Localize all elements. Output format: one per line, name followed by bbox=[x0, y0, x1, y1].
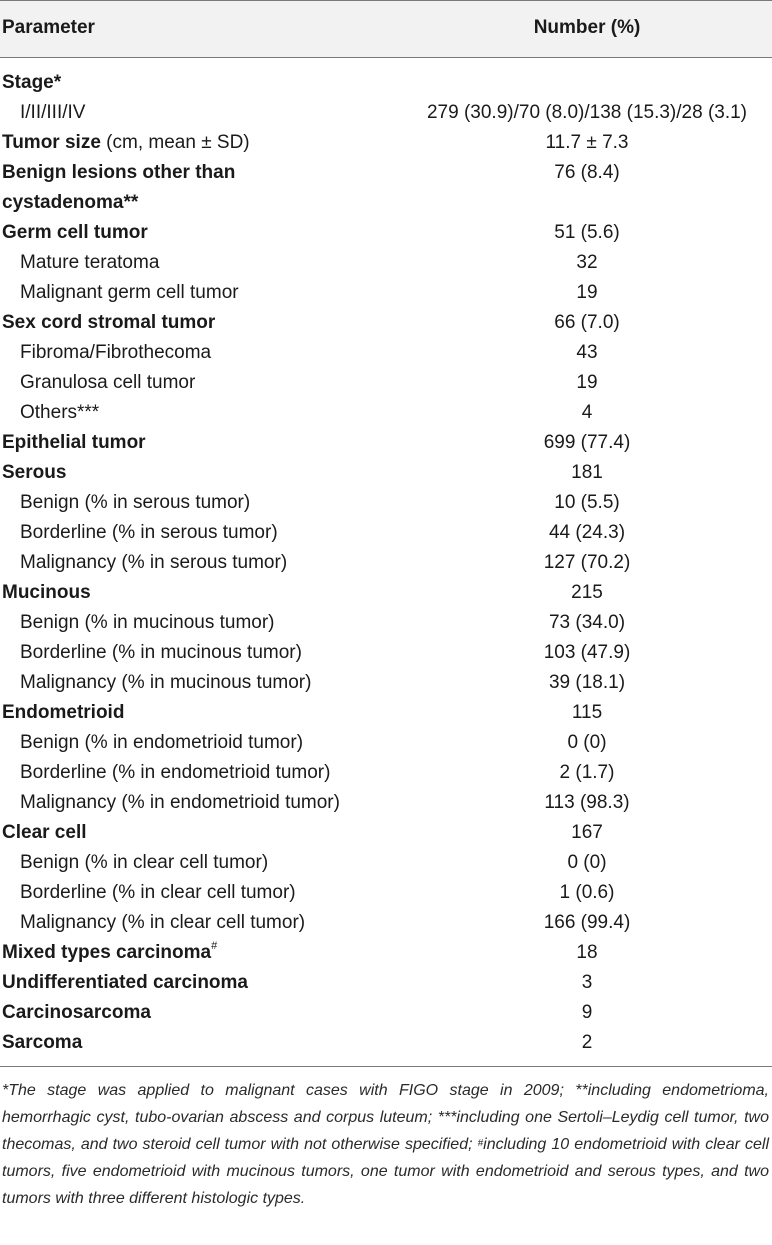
table-row bbox=[0, 518, 772, 548]
row-value: 0 (0) bbox=[567, 852, 607, 873]
row-value: 9 bbox=[581, 1002, 593, 1023]
table-row bbox=[0, 878, 772, 908]
row-value: 39 (18.1) bbox=[548, 672, 626, 693]
row-label bbox=[20, 852, 268, 874]
row-label bbox=[2, 942, 217, 964]
row-value: 127 (70.2) bbox=[543, 552, 631, 573]
row-value: 43 bbox=[576, 342, 598, 363]
row-label bbox=[2, 432, 146, 454]
row-value: 4 bbox=[581, 402, 593, 423]
row-label bbox=[2, 132, 250, 154]
row-label bbox=[20, 612, 275, 634]
row-label-bold: Serous bbox=[2, 462, 67, 483]
row-value: 18 bbox=[576, 942, 598, 963]
row-label-bold: Tumor size bbox=[2, 132, 101, 153]
row-value: 44 (24.3) bbox=[548, 522, 626, 543]
row-label-text: Malignancy (% in endometrioid tumor) bbox=[20, 792, 340, 813]
table-row bbox=[0, 938, 772, 968]
table-row bbox=[0, 968, 772, 998]
table-row bbox=[0, 278, 772, 308]
row-label bbox=[20, 492, 250, 514]
row-label bbox=[2, 222, 148, 244]
row-label-text: Granulosa cell tumor bbox=[20, 372, 196, 393]
row-label bbox=[20, 732, 303, 754]
row-label-text: Borderline (% in mucinous tumor) bbox=[20, 642, 302, 663]
row-label-text: Malignant germ cell tumor bbox=[20, 282, 239, 303]
row-label-text: Mature teratoma bbox=[20, 252, 160, 273]
table-bottom-rule bbox=[0, 1066, 772, 1067]
row-label bbox=[20, 102, 85, 124]
row-label-text: Malignancy (% in mucinous tumor) bbox=[20, 672, 312, 693]
row-label bbox=[2, 1032, 82, 1054]
row-value: 11.7 ± 7.3 bbox=[545, 132, 629, 153]
table-row bbox=[0, 578, 772, 608]
row-label-text: Benign (% in clear cell tumor) bbox=[20, 852, 269, 873]
row-label bbox=[2, 822, 87, 844]
row-label-text: Malignancy (% in clear cell tumor) bbox=[20, 912, 306, 933]
row-label-bold: Sarcoma bbox=[2, 1032, 83, 1053]
table-row bbox=[0, 818, 772, 848]
row-label-bold: Mucinous bbox=[2, 582, 91, 603]
row-label bbox=[20, 672, 311, 694]
table-row bbox=[0, 458, 772, 488]
row-value: 113 (98.3) bbox=[544, 792, 630, 813]
table-row bbox=[0, 548, 772, 578]
row-label-text: I/II/III/IV bbox=[20, 102, 86, 123]
row-value: 19 bbox=[576, 372, 598, 393]
row-label bbox=[2, 702, 124, 724]
table-row bbox=[0, 368, 772, 398]
row-label-text: Borderline (% in serous tumor) bbox=[20, 522, 278, 543]
table-footnote bbox=[2, 1077, 769, 1212]
table-row bbox=[0, 308, 772, 338]
table-row bbox=[0, 128, 772, 158]
column-header-parameter: Parameter bbox=[2, 17, 95, 38]
row-value: 699 (77.4) bbox=[543, 432, 631, 453]
row-label-text: Benign (% in endometrioid tumor) bbox=[20, 732, 304, 753]
row-label bbox=[2, 462, 66, 484]
footnote-text-1: *The stage was applied to malignant cases with FIGO stage in 2009; **including endometrioma, hemorrhagic cyst, tubo-ovarian abscess and corpus luteum; ***including one Sertoli–Leydig cell tumor, two thecomas, and two steroid cell tumor with not otherwise specified; bbox=[2, 1082, 769, 1153]
table-row bbox=[0, 428, 772, 458]
table-row bbox=[0, 248, 772, 278]
row-label-text: (cm, mean ± SD) bbox=[100, 132, 250, 153]
table-header bbox=[0, 0, 772, 58]
row-label-bold: Carcinosarcoma bbox=[2, 1002, 151, 1023]
table-body bbox=[0, 68, 772, 1058]
row-value: 2 bbox=[581, 1032, 593, 1053]
row-value: 51 (5.6) bbox=[554, 222, 620, 243]
row-label bbox=[20, 882, 296, 904]
row-label bbox=[20, 762, 330, 784]
table-row bbox=[0, 218, 772, 248]
row-label bbox=[2, 158, 302, 218]
footnote-text-2: including 10 endometrioid with clear cell tumors, five endometrioid with mucinous tumors, one tumor with endometrioid and serous types, and two tumors with three different histologic types. bbox=[2, 1136, 769, 1207]
table-row bbox=[0, 788, 772, 818]
row-label-text: Benign (% in mucinous tumor) bbox=[20, 612, 275, 633]
row-label-bold: Germ cell tumor bbox=[2, 222, 148, 243]
table-row bbox=[0, 698, 772, 728]
row-label-text: Fibroma/Fibrothecoma bbox=[20, 342, 212, 363]
table-row bbox=[0, 848, 772, 878]
row-value: 3 bbox=[581, 972, 593, 993]
row-value: 10 (5.5) bbox=[554, 492, 620, 513]
table-row bbox=[0, 338, 772, 368]
row-value: 115 bbox=[571, 702, 603, 723]
table-row bbox=[0, 908, 772, 938]
row-label-bold: Clear cell bbox=[2, 822, 87, 843]
row-value: 76 (8.4) bbox=[554, 162, 620, 183]
row-label bbox=[2, 582, 91, 604]
row-label bbox=[20, 372, 195, 394]
row-label bbox=[20, 252, 159, 274]
column-header-number: Number (%) bbox=[533, 17, 641, 38]
row-label bbox=[20, 402, 99, 424]
row-label bbox=[20, 642, 302, 664]
row-label bbox=[2, 1002, 151, 1024]
row-label bbox=[20, 552, 287, 574]
row-label-bold: Epithelial tumor bbox=[2, 432, 146, 453]
row-label bbox=[2, 972, 248, 994]
row-value: 32 bbox=[576, 252, 598, 273]
row-label-bold: Endometrioid bbox=[2, 702, 125, 723]
table-row bbox=[0, 98, 772, 128]
row-value: 73 (34.0) bbox=[548, 612, 626, 633]
row-label bbox=[20, 792, 340, 814]
row-value: 66 (7.0) bbox=[554, 312, 620, 333]
row-label-text: Malignancy (% in serous tumor) bbox=[20, 552, 288, 573]
row-label-bold: Undifferentiated carcinoma bbox=[2, 972, 248, 993]
row-value: 215 bbox=[571, 582, 603, 603]
row-value: 181 bbox=[571, 462, 603, 483]
row-value: 1 (0.6) bbox=[559, 882, 615, 903]
row-label-text: Others*** bbox=[20, 402, 100, 423]
table-row bbox=[0, 668, 772, 698]
row-label bbox=[20, 912, 305, 934]
row-label-bold: Sex cord stromal tumor bbox=[2, 312, 216, 333]
row-label-bold: Benign lesions other than cystadenoma** bbox=[2, 162, 236, 213]
row-label-text: Borderline (% in endometrioid tumor) bbox=[20, 762, 331, 783]
table-row bbox=[0, 638, 772, 668]
row-value: 19 bbox=[576, 282, 598, 303]
row-value: 166 (99.4) bbox=[543, 912, 631, 933]
row-label bbox=[20, 342, 211, 364]
table-row bbox=[0, 488, 772, 518]
row-label bbox=[20, 522, 278, 544]
footnote-hash-marker: # bbox=[477, 1138, 484, 1149]
table-row bbox=[0, 998, 772, 1028]
table-row bbox=[0, 728, 772, 758]
row-label-text: Borderline (% in clear cell tumor) bbox=[20, 882, 296, 903]
row-value: 167 bbox=[571, 822, 603, 843]
table-row bbox=[0, 68, 772, 98]
table-row bbox=[0, 158, 772, 218]
table-row bbox=[0, 398, 772, 428]
row-value: 103 (47.9) bbox=[543, 642, 631, 663]
row-value: 2 (1.7) bbox=[559, 762, 615, 783]
row-label bbox=[20, 282, 239, 304]
row-label-bold: Mixed types carcinoma bbox=[2, 942, 212, 963]
table-row bbox=[0, 608, 772, 638]
table-row bbox=[0, 758, 772, 788]
table-row bbox=[0, 1028, 772, 1058]
row-label-bold: Stage* bbox=[2, 72, 62, 93]
row-label bbox=[2, 312, 215, 334]
row-value: 279 (30.9)/70 (8.0)/138 (15.3)/28 (3.1) bbox=[426, 102, 748, 123]
row-label bbox=[2, 72, 61, 94]
row-label-sup: # bbox=[211, 940, 218, 952]
row-value: 0 (0) bbox=[567, 732, 607, 753]
row-label-text: Benign (% in serous tumor) bbox=[20, 492, 251, 513]
